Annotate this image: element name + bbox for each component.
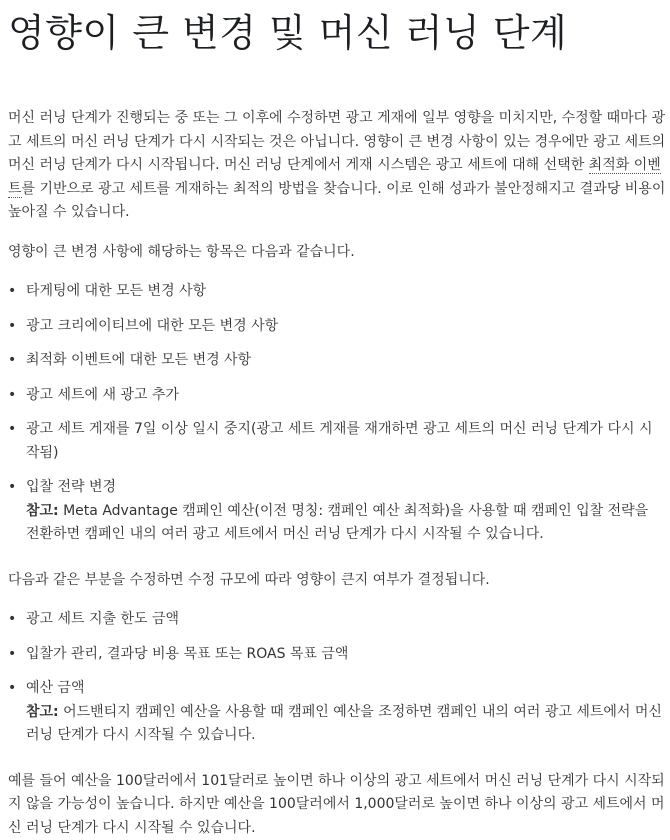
- bullet-icon: •: [8, 280, 26, 304]
- list-item-text: 광고 크리에이티브에 대한 모든 변경 사항: [26, 318, 278, 334]
- list-item-text: 광고 세트 지출 한도 금액: [26, 611, 179, 627]
- note-text: Meta Advantage 캠페인 예산(이전 명칭: 캠페인 예산 최적화)을 사용할 때 캠페인 입찰 전략을 전환하면 캠페인 내의 여러 광고 세트에서 머신 러닝 단계가 다시 시작될 수 있습니다.: [26, 503, 648, 543]
- bullet-icon: •: [8, 384, 26, 408]
- note-label: 참고:: [26, 704, 59, 720]
- intro-text-before: 머신 러닝 단계가 진행되는 중 또는 그 이후에 수정하면 광고 게재에 일부 영향을 미치지만, 수정할 때마다 광고 세트의 머신 러닝 단계가 다시 시작되는 것은 아닙니다. 영향이 큰 변경 사항이 있는 경우에만 광고 세트의 머신 러닝 단계가 다시 시작됩니다. 머신 러닝 단계에서 게재 시스템은 광고 세트에 대해 선택한: [8, 110, 665, 173]
- note-text: 어드밴티지 캠페인 예산을 사용할 때 캠페인 예산을 조정하면 캠페인 내의 여러 광고 세트에서 머신 러닝 단계가 다시 시작될 수 있습니다.: [26, 704, 662, 744]
- bullet-icon: •: [8, 349, 26, 373]
- list-item: [8, 643, 666, 667]
- list-item: [8, 418, 666, 465]
- list-item-text: 입찰 전략 변경: [26, 479, 116, 495]
- bullet-icon: •: [8, 476, 26, 500]
- intro-paragraph: [8, 107, 666, 225]
- list-item-text: 광고 세트에 새 광고 추가: [26, 387, 179, 403]
- list-item-text: 타게팅에 대한 모든 변경 사항: [26, 283, 206, 299]
- list-item: [8, 677, 666, 748]
- page-title: 영향이 큰 변경 및 머신 러닝 단계: [8, 0, 666, 57]
- note-label: 참고:: [26, 503, 59, 519]
- list-item-text: 입찰가 관리, 결과당 비용 목표 또는 ROAS 목표 금액: [26, 646, 348, 662]
- list1-lead: 영향이 큰 변경 사항에 해당하는 항목은 다음과 같습니다.: [8, 241, 666, 265]
- list-item-text: 최적화 이벤트에 대한 모든 변경 사항: [26, 352, 251, 368]
- list-item: [8, 476, 666, 547]
- optimization-event-link[interactable]: 최적화 이벤트: [8, 157, 661, 198]
- bullet-icon: •: [8, 677, 26, 701]
- list-item-text: 예산 금액: [26, 680, 85, 696]
- list2-lead: 다음과 같은 부분을 수정하면 수정 규모에 따라 영향이 큰지 여부가 결정됩니다.: [8, 569, 666, 593]
- list-item: [8, 384, 666, 408]
- list-item: [8, 280, 666, 304]
- list-item: [8, 349, 666, 373]
- scale-dependent-changes-list: [8, 608, 666, 748]
- intro-text-after: 를 기반으로 광고 세트를 게재하는 최적의 방법을 찾습니다. 이로 인해 성과가 불안정해지고 결과당 비용이 높아질 수 있습니다.: [8, 181, 665, 221]
- list-item: [8, 608, 666, 632]
- bullet-icon: •: [8, 418, 26, 442]
- list-item-text: 광고 세트 게재를 7일 이상 일시 중지(광고 세트 게재를 재개하면 광고 세트의 머신 러닝 단계가 다시 시작됨): [26, 421, 653, 461]
- list-item: [8, 315, 666, 339]
- bullet-icon: •: [8, 315, 26, 339]
- bullet-icon: •: [8, 643, 26, 667]
- example-paragraph: 예를 들어 예산을 100달러에서 101달러로 높이면 하나 이상의 광고 세트에서 머신 러닝 단계가 다시 시작되지 않을 가능성이 높습니다. 하지만 예산을 100달러에서 1,000달러로 높이면 하나 이상의 광고 세트에서 머신 러닝 단계가 다시 시작될 수 있습니다.: [8, 770, 666, 840]
- bullet-icon: •: [8, 608, 26, 632]
- high-impact-changes-list: [8, 280, 666, 547]
